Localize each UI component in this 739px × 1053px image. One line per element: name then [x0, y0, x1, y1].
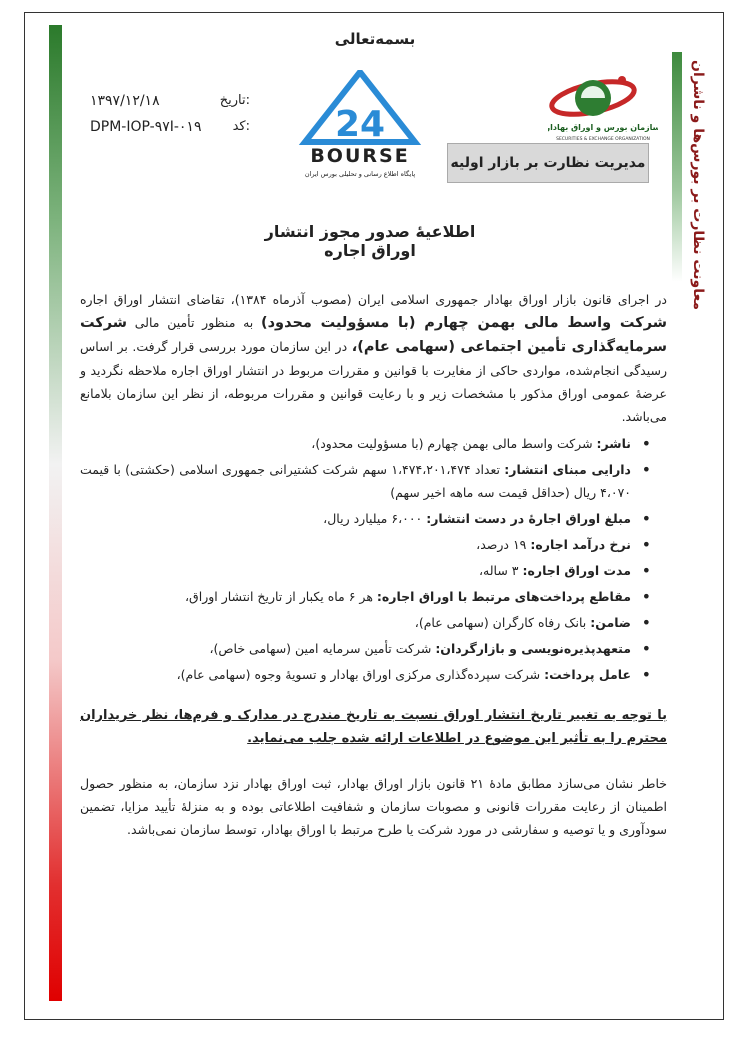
department-label: مدیریت نظارت بر بازار اولیه [450, 155, 646, 171]
bourse-logo-text: BOURSE [310, 145, 410, 167]
svg-text:24: 24 [334, 104, 386, 145]
item-label: ناشر: [596, 436, 631, 451]
item-value: شرکت سپرده‌گذاری مرکزی اوراق بهادار و تسویۀ وجوه (سهامی عام)، [176, 667, 541, 682]
item-label: عامل پرداخت: [544, 667, 631, 682]
date-label: تاریخ: [219, 93, 250, 108]
list-item [80, 432, 667, 455]
date-change-notice: با توجه به تغییر تاریخ انتشار اوراق نسبت به تاریخ مندرج در مدارک و فرم‌ها، نظر خریداران محترم را به تأثیر این موضوع در اطلاعات ارائه شده جلب می‌نماید. [80, 708, 667, 746]
list-item [80, 663, 667, 686]
list-item [80, 559, 667, 582]
item-value: تعداد ۱،۴۷۴،۲۰۱،۴۷۴ سهم شرکت کشتیرانی جمهوری اسلامی (حکشتی) با قیمت ۴،۰۷۰ ریال (حداقل قیمت سه ماهه اخیر سهم) [80, 462, 631, 500]
item-label: مدت اوراق اجاره: [522, 563, 631, 578]
code-label: کد: [232, 119, 250, 134]
item-label: مبلغ اوراق اجارۀ در دست انتشار: [426, 511, 631, 526]
bourse-logo-subtext: پایگاه اطلاع رسانی و تحلیلی بورس ایران [304, 170, 416, 178]
intro-paragraph [80, 288, 667, 428]
document-body [80, 288, 667, 841]
item-value: شرکت واسط مالی بهمن چهارم (با مسؤولیت محدود)، [311, 436, 593, 451]
item-value: ۳ ساله، [478, 563, 519, 578]
date-value: ۱۳۹۷/۱۲/۱۸ [90, 93, 160, 109]
sec-logo-en-text: SECURITIES & EXCHANGE ORGANIZATION [556, 137, 650, 142]
sec-logo-fa-text: سازمان بورس و اوراق بهادار [548, 123, 658, 132]
list-item [80, 611, 667, 634]
item-value: بانک رفاه کارگران (سهامی عام)، [414, 615, 587, 630]
closing-paragraph: خاطر نشان می‌سازد مطابق مادۀ ۲۱ قانون بازار اوراق بهادار، ثبت اوراق بهادار نزد سازمان، به منظور حصول اطمینان از رعایت مقررات قانونی و مصوبات سازمان و شفافیت اطلاعاتی بوده و به منزلۀ تأیید مزایا، تضمین سودآوری و یا توصیه و سفارشی در مورد شرکت یا طرح مرتبط با اوراق بهادار، توسط سازمان نمی‌باشد. [80, 776, 667, 837]
document-title: اطلاعیۀ صدور مجوز انتشار اوراق اجاره [264, 222, 476, 260]
specifications-list [80, 432, 667, 686]
list-item [80, 637, 667, 660]
side-title-text: معاونت نظارت بر بورس‌ها و ناشران [690, 60, 706, 311]
list-item [80, 507, 667, 530]
item-value: ۱۹ درصد، [476, 537, 527, 552]
intro-text-3: در این سازمان مورد بررسی قرار گرفت. بر اساس رسیدگی انجام‌شده، مواردی حاکی از مغایرت با قوانین و مقررات مربوط در انتشار اوراق اجاره ملاحظه نگردید و عرضۀ عمومی اوراق مذکور با مشخصات زیر و با رعایت قوانین و مقررات مربوطه، از نظر این سازمان بلامانع می‌باشد. [80, 339, 667, 424]
letter-meta [90, 93, 250, 145]
department-box [447, 143, 649, 183]
item-label: دارایی مبنای انتشار: [504, 462, 631, 477]
sec-logo [548, 68, 658, 146]
item-label: مقاطع پرداخت‌های مرتبط با اوراق اجاره: [376, 589, 631, 604]
list-item [80, 458, 667, 504]
vertical-title [672, 60, 722, 311]
item-label: نرخ درآمد اجاره: [530, 537, 631, 552]
publisher-name: شرکت واسط مالی بهمن چهارم (با مسؤولیت محدود) [260, 315, 667, 331]
beneficiary-name: شرکت سرمایه‌گذاری تأمین اجتماعی (سهامی عام)، [80, 315, 668, 355]
gradient-side-bar [49, 25, 62, 1001]
code-value: DPM-IOP-۹۷I-۰۱۹ [90, 119, 202, 135]
item-value: شرکت تأمین سرمایه امین (سهامی خاص)، [209, 641, 432, 656]
bourse-logo [295, 70, 425, 182]
item-label: متعهدپذیره‌نویسی و بازارگردان: [435, 641, 631, 656]
intro-text-1: در اجرای قانون بازار اوراق بهادار جمهوری اسلامی ایران (مصوب آذرماه ۱۳۸۴)، تقاضای انتشار اوراق اجاره [80, 292, 667, 307]
item-value: هر ۶ ماه یکبار از تاریخ انتشار اوراق، [184, 589, 373, 604]
basmala: بسمه‌تعالی [334, 30, 416, 48]
item-value: ۶،۰۰۰ میلیارد ریال، [323, 511, 423, 526]
intro-text-2: به منظور تأمین مالی [134, 315, 254, 330]
code-row [90, 119, 250, 135]
list-item [80, 585, 667, 608]
date-row [90, 93, 250, 109]
item-label: ضامن: [590, 615, 631, 630]
list-item [80, 533, 667, 556]
